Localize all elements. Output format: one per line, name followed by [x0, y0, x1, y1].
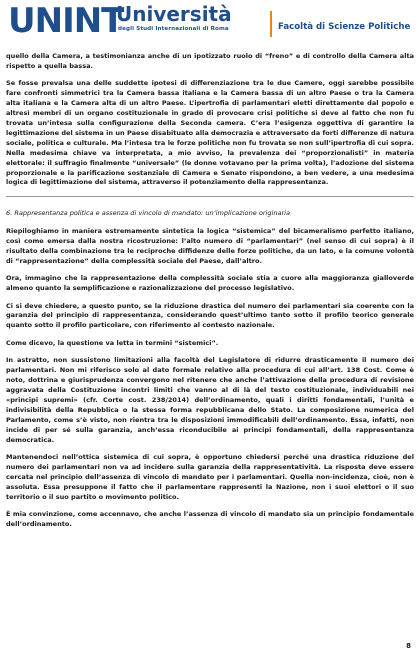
- section-title: 6. Rappresentanza politica e assenza di vincolo di mandato: un’implicazione originaria: [6, 209, 290, 218]
- paragraph: È mia convinzione, come accennavo, che anche l’assenza di vincolo di mandato sia un principio fondamentale dell’ordinamento.: [6, 510, 414, 529]
- paragraph: In astratto, non sussistono limitazioni alla facoltà del Legislatore di ridurre drasticamente il numero dei parlamentari. Non mi riferisco solo al dato formale relativo alla procedura di cui all’art. 138 Cost. Come è noto, dottrina e giurisprudenza convergono nel ritenere che anche l’attivazione della procedura di revisione aggravata della Costituzione incontri limiti che vanno al di là del testo costituzionale, individuabili nei «principi supremi» (cfr. Corte cost. 238/2014) dell’ordinamento, quali i diritti fondamentali, l’unità e indivisibilità della Repubblica o la stessa forma repubblicana dello Stato. La composizione numerica del Parlamento, come s’è visto, non rientra tra le disposizioni immodificabili dell’ordinamento. Essa, infatti, non incide di per sé sulla garanzia, anch’essa riconducibile ai principi fondamentali, della rappresentanza democratica.: [6, 356, 414, 444]
- paragraph: Mantenendoci nell’ottica sistemica di cui sopra, è opportuno chiedersi perché una drastica riduzione del numero dei parlamentari non va ad incidere sulla garanzia della rappresentatività. La risposta deve essere cercata nel principio dell’assenza di vincolo di mandato per i parlamentari. Quella non-incidenza, cioè, non è assoluta. Essa presuppone il fatto che il parlamentare rappresenti la Nazione, non i suoi elettori o il suo territorio o il suo partito o movimento politico.: [6, 453, 414, 501]
- header-divider-bar: [270, 11, 272, 37]
- document-body: [6, 52, 414, 538]
- logo-subtitle: degli Studi Internazionali di Roma: [118, 26, 229, 32]
- page-header: [8, 3, 411, 43]
- paragraph: Riepiloghiamo in maniera estremamente sintetica la logica “sistemica” del bicameralismo perfetto italiano, così come emersa dalla nostra ricostruzione: l’alto numero di “parlamentari” (nel senso di cui sopra) è il risultato della combinazione tra le reciproche diffidenze delle forze politiche, da un lato, e la comune volontà di “rappresentazione” della complessità sociale del Paese, dall’altro.: [6, 226, 414, 265]
- faculty-name: Facoltà di Scienze Politiche: [278, 22, 411, 32]
- paragraph: Se fosse prevalsa una delle suddette ipotesi di differenziazione tra le due Camere, oggi sarebbe possibile fare confronti simmetrici tra la Camera bassa italiana e la Camera bassa di un altro Paese o tra la Camera alta italiana e la Camera alta di un altro Paese. L’ipertrofia di parlamentari eletti direttamente dal popolo e altresì membri di un organo costituzionale in grado di provocare crisi politiche si deve al fatto che non fu trovata un’intesa sulla configurazione della Seconda camera. C’era l’esigenza oggettiva di garantire la legittimazione del sistema in un Paese disabituato alla democrazia e attraversato da forti differenze di natura sociale, politica e culturale. Ma l’intesa tra le forze politiche non fu trovata se non sull’ipertrofia di cui sopra. Nella medesima chiave va interpretata, a mio avviso, la prevalenza dei “proporzionalisti” in materia elettorale: il suffragio finalmente “universale” (le donne votavano per la prima volta), l’adozione del sistema proporzionale e la parificazione sostanziale di Camera e Senato rispondono, a ben vedere, a una medesima logica di legittimazione del sistema, attraverso il potenziamento della rappresentanza.: [6, 79, 414, 187]
- logo-unint: UNINT: [8, 1, 124, 41]
- page-number: 8: [406, 642, 411, 650]
- paragraph: quello della Camera, a testimonianza anche di un ipotizzato ruolo di “freno” e di controllo della Camera alta rispetto a quella bassa.: [6, 52, 414, 70]
- logo-universita: Università: [116, 2, 232, 26]
- paragraph: Come dicevo, la questione va letta in termini “sistemici”.: [6, 338, 219, 347]
- paragraph: Ci si deve chiedere, a questo punto, se la riduzione drastica del numero dei parlamentari sia coerente con la garanzia del principio di rappresentanza, considerando quest’ultimo tanto sotto il profilo teorico generale quanto sotto il profilo particolare, con riferimento al contesto nazionale.: [6, 301, 414, 330]
- section-divider: [6, 196, 414, 197]
- paragraph: Ora, immagino che la rappresentazione della complessità sociale stia a cuore alla maggioranza gialloverde almeno quanto la semplificazione e razionalizzazione del processo legislativo.: [6, 274, 414, 292]
